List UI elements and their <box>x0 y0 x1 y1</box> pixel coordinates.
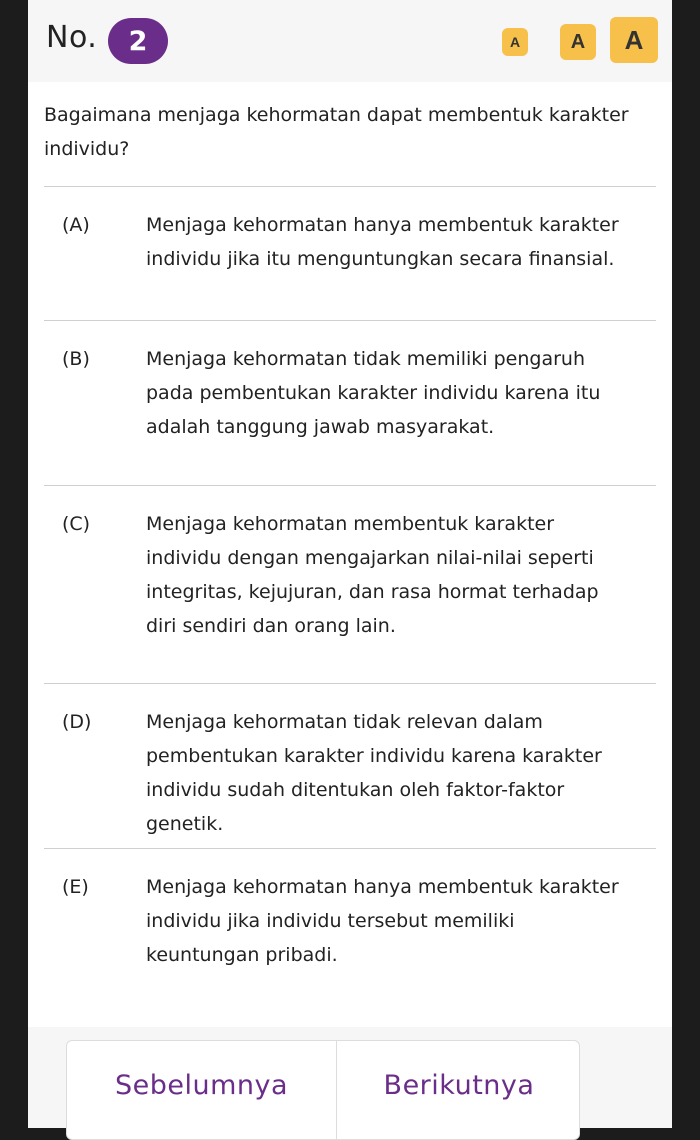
option-letter: (E) <box>62 876 89 898</box>
option-divider <box>44 485 656 486</box>
question-number-badge: 2 <box>108 18 168 64</box>
option-divider <box>44 683 656 684</box>
option-divider <box>44 848 656 849</box>
option-divider <box>44 320 656 321</box>
question-number-label: No. <box>46 20 98 55</box>
option-text: Menjaga kehormatan tidak relevan dalam pembentukan karakter individu karena karakter individu sudah ditentukan oleh faktor-faktor genetik. <box>146 711 602 835</box>
option-text: Menjaga kehormatan membentuk karakter individu dengan mengajarkan nilai-nilai seperti integritas, kejujuran, dan rasa hormat terhadap diri sendiri dan orang lain. <box>146 513 599 637</box>
quiz-frame <box>28 0 672 1128</box>
next-button[interactable]: Berikutnya <box>383 1069 535 1101</box>
font-size-small-button[interactable]: A <box>502 28 528 56</box>
option-letter: (D) <box>62 711 92 733</box>
navigation-bar <box>66 1040 580 1140</box>
option-text: Menjaga kehormatan tidak memiliki pengaruh pada pembentukan karakter individu karena itu adalah tanggung jawab masyarakat. <box>146 348 601 438</box>
option-divider <box>44 186 656 187</box>
answer-option-b[interactable] <box>44 320 656 485</box>
answer-option-c[interactable] <box>44 485 656 683</box>
question-header <box>28 0 672 82</box>
option-letter: (B) <box>62 348 90 370</box>
answer-option-e[interactable] <box>44 848 656 1018</box>
font-size-medium-button[interactable]: A <box>560 24 596 60</box>
question-text: Bagaimana menjaga kehormatan dapat membentuk karakter individu? <box>44 104 629 160</box>
answer-option-a[interactable] <box>44 186 656 320</box>
answer-option-d[interactable] <box>44 683 656 848</box>
previous-button[interactable]: Sebelumnya <box>114 1069 289 1101</box>
font-size-large-button[interactable]: A <box>610 17 658 63</box>
question-card <box>28 82 672 1027</box>
option-text: Menjaga kehormatan hanya membentuk karakter individu jika individu tersebut memiliki keuntungan pribadi. <box>146 876 619 966</box>
option-text: Menjaga kehormatan hanya membentuk karakter individu jika itu menguntungkan secara finansial. <box>146 214 619 270</box>
option-letter: (C) <box>62 513 91 535</box>
option-letter: (A) <box>62 214 90 236</box>
